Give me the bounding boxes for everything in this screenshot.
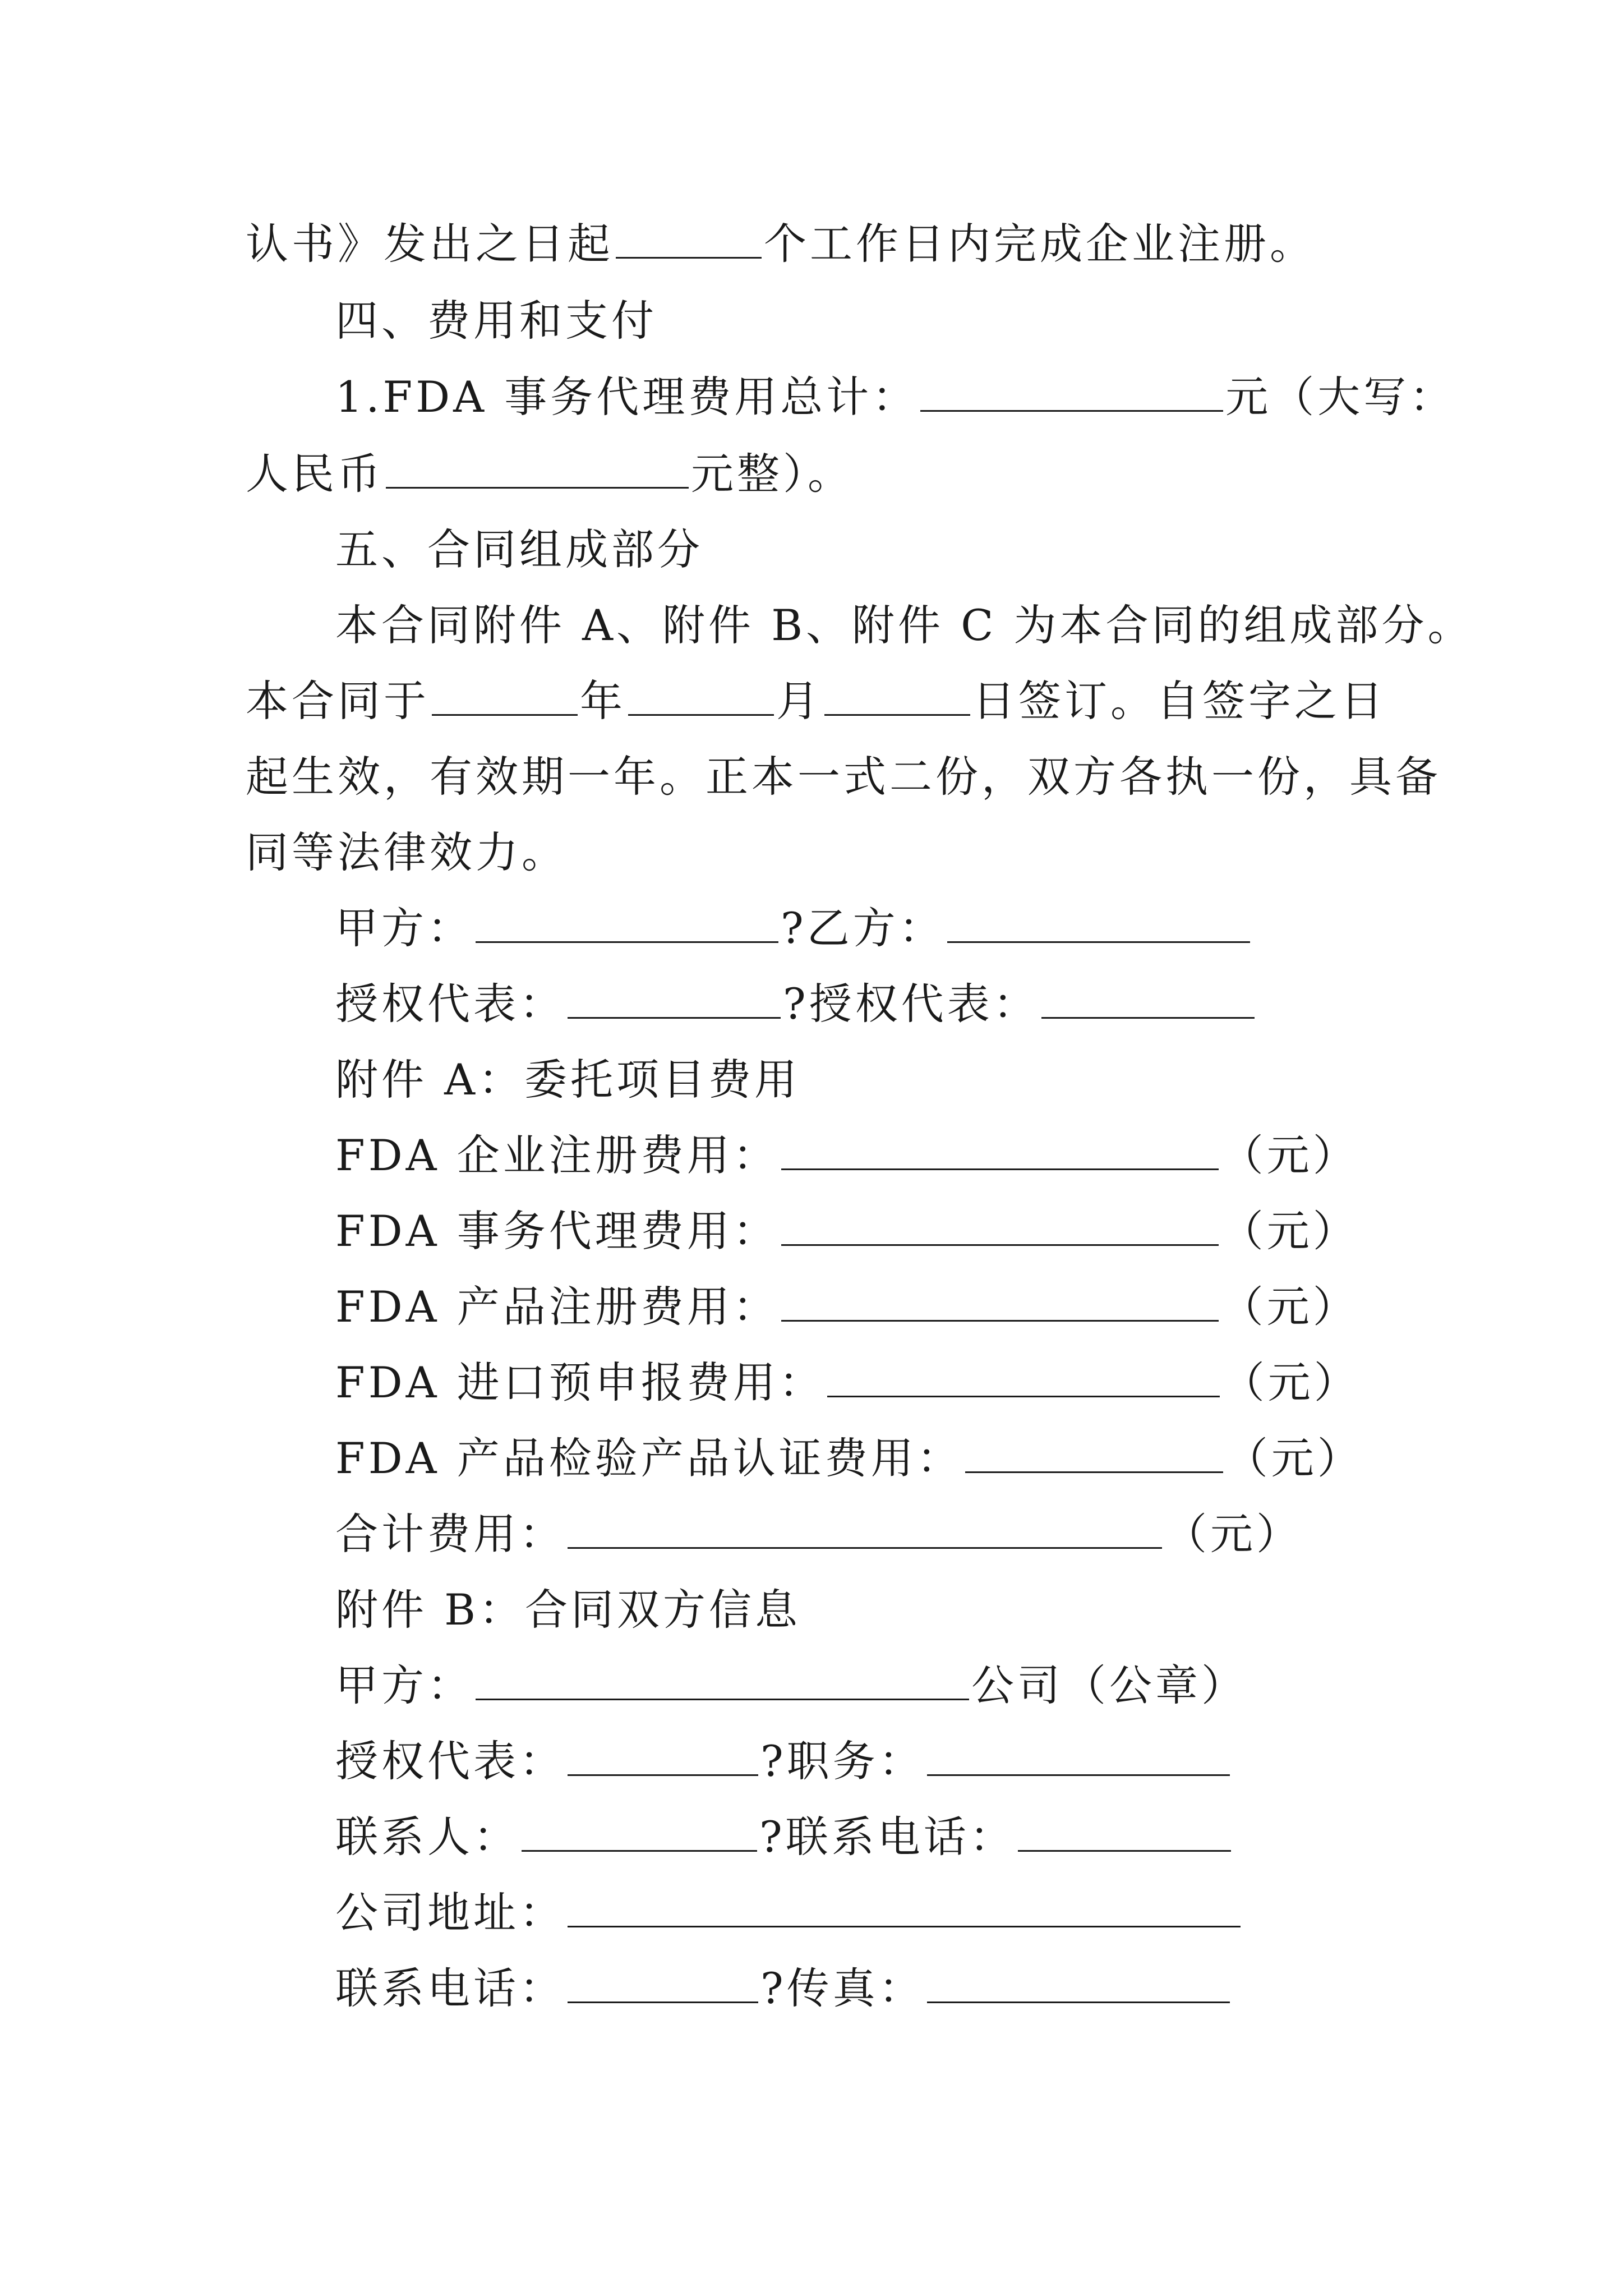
heading-text: 四、费用和支付 [335, 296, 657, 346]
text-line [246, 673, 1386, 729]
fill-blank[interactable] [827, 1356, 1220, 1397]
fill-blank[interactable] [616, 218, 762, 259]
text-line [335, 597, 1474, 654]
fill-blank[interactable] [568, 978, 781, 1019]
fill-blank[interactable] [522, 1811, 757, 1852]
fill-blank[interactable] [476, 902, 778, 943]
fee-unit: （元） [1220, 1130, 1359, 1180]
fill-blank[interactable] [1018, 1811, 1231, 1852]
text-fragment: 甲方： [335, 903, 473, 953]
text-fragment: 元整）。 [691, 449, 854, 499]
fill-blank[interactable] [568, 1735, 758, 1776]
text-fragment: 月 [776, 676, 822, 726]
fill-blank[interactable] [781, 1281, 1219, 1322]
fill-blank[interactable] [947, 902, 1250, 943]
fee-label: FDA 产品注册费用： [335, 1282, 779, 1332]
text-fragment: 公司（公章） [971, 1660, 1247, 1710]
section-heading [335, 293, 657, 349]
info-line [335, 1885, 1243, 1941]
fee-line [335, 1506, 1302, 1562]
fee-line [335, 1128, 1359, 1184]
text-fragment: ?联系电话： [759, 1812, 1016, 1862]
fee-unit: （元） [1164, 1509, 1302, 1559]
fill-blank[interactable] [927, 1962, 1230, 2003]
text-fragment: ?传真： [760, 1963, 925, 2013]
signature-line [335, 976, 1257, 1032]
text-fragment: 个工作日内完成企业注册。 [764, 219, 1316, 269]
text-line [246, 825, 568, 881]
text-line [246, 216, 1316, 272]
text-fragment: 联系人： [335, 1812, 519, 1862]
fill-blank[interactable] [824, 675, 970, 716]
text-fragment: ?授权代表： [783, 979, 1039, 1029]
text-line [335, 369, 1455, 425]
fill-blank[interactable] [628, 675, 774, 716]
heading-text: 附件 A：委托项目费用 [335, 1055, 801, 1105]
text-fragment: 授权代表： [335, 979, 565, 1029]
info-line [335, 1733, 1232, 1789]
text-fragment: 联系电话： [335, 1963, 565, 2013]
text-fragment: ?乙方： [781, 903, 945, 953]
text-fragment: 起生效，有效期一年。正本一式二份，双方各执一份，具备 [246, 752, 1441, 802]
info-line [335, 1658, 1247, 1714]
fill-blank[interactable] [432, 675, 578, 716]
text-fragment: 本合同于 [246, 676, 430, 726]
text-line [246, 749, 1441, 805]
fee-unit: （元） [1220, 1282, 1359, 1332]
fee-unit: （元） [1220, 1206, 1359, 1256]
text-fragment: 同等法律效力。 [246, 827, 568, 877]
text-fragment: ?职务： [760, 1736, 925, 1786]
fill-blank[interactable] [568, 1962, 758, 2003]
heading-text: 五、合同组成部分 [335, 524, 703, 574]
info-line [335, 1961, 1232, 2017]
fill-blank[interactable] [476, 1659, 969, 1700]
heading-text: 附件 B：合同双方信息 [335, 1585, 801, 1635]
fee-label: FDA 企业注册费用： [335, 1130, 779, 1180]
text-fragment: 授权代表： [335, 1736, 565, 1786]
fee-unit: （元） [1225, 1433, 1363, 1483]
fee-label: FDA 产品检验产品认证费用： [335, 1433, 963, 1483]
fee-label: FDA 事务代理费用： [335, 1206, 779, 1256]
text-fragment: 元（大写： [1225, 372, 1456, 422]
fee-label: FDA 进口预申报费用： [335, 1358, 825, 1407]
fill-blank[interactable] [568, 1887, 1241, 1927]
fee-line [335, 1279, 1359, 1335]
text-fragment: 公司地址： [335, 1888, 565, 1938]
text-fragment: 认书》发出之日起 [246, 219, 614, 269]
text-fragment: 人民币 [246, 449, 384, 499]
fee-line [335, 1355, 1360, 1411]
text-fragment: 甲方： [335, 1660, 473, 1710]
fill-blank[interactable] [781, 1129, 1219, 1170]
fill-blank[interactable] [1041, 978, 1255, 1019]
fill-blank[interactable] [568, 1508, 1162, 1549]
fee-line [335, 1203, 1359, 1259]
text-fragment: 日签订。自签字之日 [972, 676, 1386, 726]
section-heading [335, 522, 703, 578]
appendix-heading [335, 1052, 800, 1108]
text-fragment: 年 [580, 676, 626, 726]
fee-unit: （元） [1221, 1358, 1360, 1407]
fill-blank[interactable] [781, 1205, 1219, 1246]
fill-blank[interactable] [927, 1735, 1230, 1776]
fee-label: 合计费用： [335, 1509, 565, 1559]
fill-blank[interactable] [920, 371, 1223, 412]
fee-line [335, 1430, 1363, 1487]
info-line [335, 1809, 1233, 1865]
text-fragment: 1.FDA 事务代理费用总计： [335, 372, 919, 422]
fill-blank[interactable] [386, 448, 689, 489]
text-line [246, 446, 854, 502]
text-fragment: 本合同附件 A、附件 B、附件 C 为本合同的组成部分。 [335, 600, 1474, 650]
signature-line [335, 900, 1252, 956]
appendix-heading [335, 1582, 801, 1638]
fill-blank[interactable] [965, 1432, 1223, 1473]
